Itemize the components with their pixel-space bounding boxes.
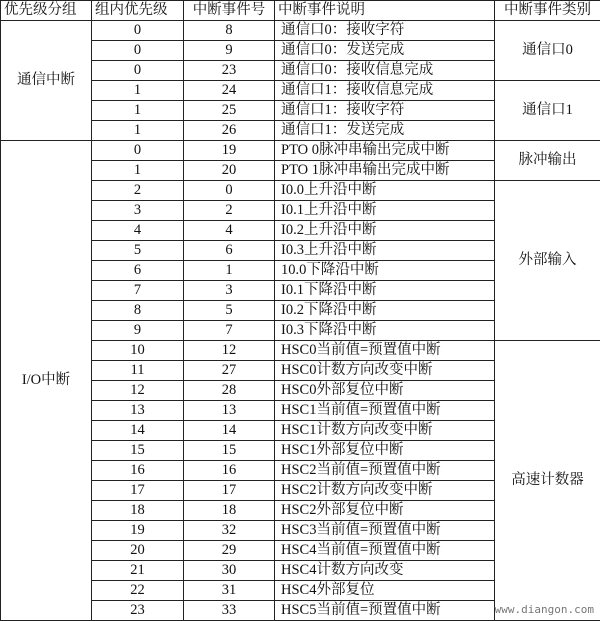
event-description-cell: I0.1上升沿中断 [275, 201, 495, 221]
group-priority-cell: 6 [92, 261, 184, 281]
event-description-cell: HSC4当前值=预置值中断 [275, 541, 495, 561]
group-priority-cell: 2 [92, 181, 184, 201]
event-number-cell: 3 [184, 281, 275, 301]
event-description-cell: HSC4外部复位 [275, 581, 495, 601]
group-priority-cell: 11 [92, 361, 184, 381]
event-number-cell: 19 [184, 141, 275, 161]
event-number-cell: 6 [184, 241, 275, 261]
group-priority-cell: 22 [92, 581, 184, 601]
event-description-cell: 通信口1：发送完成 [275, 121, 495, 141]
group-priority-cell: 23 [92, 601, 184, 621]
group-priority-cell: 18 [92, 501, 184, 521]
event-number-cell: 31 [184, 581, 275, 601]
event-number-cell: 2 [184, 201, 275, 221]
group-priority-cell: 17 [92, 481, 184, 501]
group-priority-cell: 5 [92, 241, 184, 261]
group-priority-cell: 14 [92, 421, 184, 441]
event-description-cell: I0.0上升沿中断 [275, 181, 495, 201]
event-category-cell: 通信口1 [495, 81, 600, 141]
event-number-cell: 14 [184, 421, 275, 441]
event-number-cell: 32 [184, 521, 275, 541]
group-priority-cell: 1 [92, 121, 184, 141]
group-priority-cell: 13 [92, 401, 184, 421]
event-number-cell: 20 [184, 161, 275, 181]
priority-group-cell: 通信中断 [1, 21, 92, 141]
event-description-cell: HSC5当前值=预置值中断 [275, 601, 495, 621]
event-number-cell: 27 [184, 361, 275, 381]
group-priority-cell: 20 [92, 541, 184, 561]
event-number-cell: 9 [184, 41, 275, 61]
event-number-cell: 1 [184, 261, 275, 281]
group-priority-cell: 3 [92, 201, 184, 221]
group-priority-cell: 1 [92, 161, 184, 181]
group-priority-cell: 8 [92, 301, 184, 321]
event-number-cell: 23 [184, 61, 275, 81]
event-number-cell: 5 [184, 301, 275, 321]
event-category-cell: 脉冲输出 [495, 141, 600, 181]
event-description-cell: HSC2外部复位中断 [275, 501, 495, 521]
event-number-cell: 12 [184, 341, 275, 361]
event-number-cell: 7 [184, 321, 275, 341]
event-number-cell: 25 [184, 101, 275, 121]
group-priority-cell: 21 [92, 561, 184, 581]
event-description-cell: 通信口1：接收信息完成 [275, 81, 495, 101]
group-priority-cell: 19 [92, 521, 184, 541]
event-category-cell: 通信口0 [495, 21, 600, 81]
header-event-category: 中断事件类别 [495, 1, 600, 21]
event-description-cell: HSC1计数方向改变中断 [275, 421, 495, 441]
header-row [1, 1, 600, 21]
event-number-cell: 18 [184, 501, 275, 521]
group-priority-cell: 7 [92, 281, 184, 301]
group-priority-cell: 9 [92, 321, 184, 341]
event-description-cell: HSC1外部复位中断 [275, 441, 495, 461]
event-description-cell: 通信口1：接收字符 [275, 101, 495, 121]
group-priority-cell: 4 [92, 221, 184, 241]
event-description-cell: PTO 1脉冲串输出完成中断 [275, 161, 495, 181]
group-priority-cell: 0 [92, 61, 184, 81]
header-priority: 组内优先级 [92, 1, 184, 21]
event-number-cell: 24 [184, 81, 275, 101]
event-description-cell: 通信口0：接收字符 [275, 21, 495, 41]
event-description-cell: HSC2计数方向改变中断 [275, 481, 495, 501]
group-priority-cell: 10 [92, 341, 184, 361]
event-description-cell: HSC4计数方向改变 [275, 561, 495, 581]
event-description-cell: HSC3当前值=预置值中断 [275, 521, 495, 541]
header-event-description: 中断事件说明 [275, 1, 495, 21]
group-priority-cell: 1 [92, 101, 184, 121]
header-event-number: 中断事件号 [184, 1, 275, 21]
event-number-cell: 15 [184, 441, 275, 461]
table-row [1, 21, 600, 41]
event-description-cell: I0.2上升沿中断 [275, 221, 495, 241]
priority-group-cell: I/O中断 [1, 141, 92, 621]
event-number-cell: 16 [184, 461, 275, 481]
event-number-cell: 33 [184, 601, 275, 621]
event-description-cell: HSC0当前值=预置值中断 [275, 341, 495, 361]
table-row [1, 141, 600, 161]
group-priority-cell: 16 [92, 461, 184, 481]
event-number-cell: 30 [184, 561, 275, 581]
group-priority-cell: 0 [92, 41, 184, 61]
event-number-cell: 28 [184, 381, 275, 401]
event-description-cell: I0.1下降沿中断 [275, 281, 495, 301]
event-number-cell: 29 [184, 541, 275, 561]
group-priority-cell: 0 [92, 21, 184, 41]
event-description-cell: 10.0下降沿中断 [275, 261, 495, 281]
event-number-cell: 0 [184, 181, 275, 201]
header-group: 优先级分组 [1, 1, 92, 21]
event-description-cell: HSC0外部复位中断 [275, 381, 495, 401]
group-priority-cell: 0 [92, 141, 184, 161]
group-priority-cell: 15 [92, 441, 184, 461]
event-description-cell: I0.2下降沿中断 [275, 301, 495, 321]
event-number-cell: 8 [184, 21, 275, 41]
event-description-cell: I0.3上升沿中断 [275, 241, 495, 261]
event-category-cell: 高速计数器 [495, 341, 600, 621]
event-number-cell: 17 [184, 481, 275, 501]
watermark: www.diangon.com [495, 603, 594, 616]
event-description-cell: 通信口0：发送完成 [275, 41, 495, 61]
event-description-cell: HSC2当前值=预置值中断 [275, 461, 495, 481]
event-description-cell: I0.3下降沿中断 [275, 321, 495, 341]
event-number-cell: 26 [184, 121, 275, 141]
event-number-cell: 13 [184, 401, 275, 421]
event-description-cell: PTO 0脉冲串输出完成中断 [275, 141, 495, 161]
event-description-cell: 通信口0：接收信息完成 [275, 61, 495, 81]
event-number-cell: 4 [184, 221, 275, 241]
event-description-cell: HSC1当前值=预置值中断 [275, 401, 495, 421]
event-category-cell: 外部输入 [495, 181, 600, 341]
group-priority-cell: 12 [92, 381, 184, 401]
group-priority-cell: 1 [92, 81, 184, 101]
event-description-cell: HSC0计数方向改变中断 [275, 361, 495, 381]
